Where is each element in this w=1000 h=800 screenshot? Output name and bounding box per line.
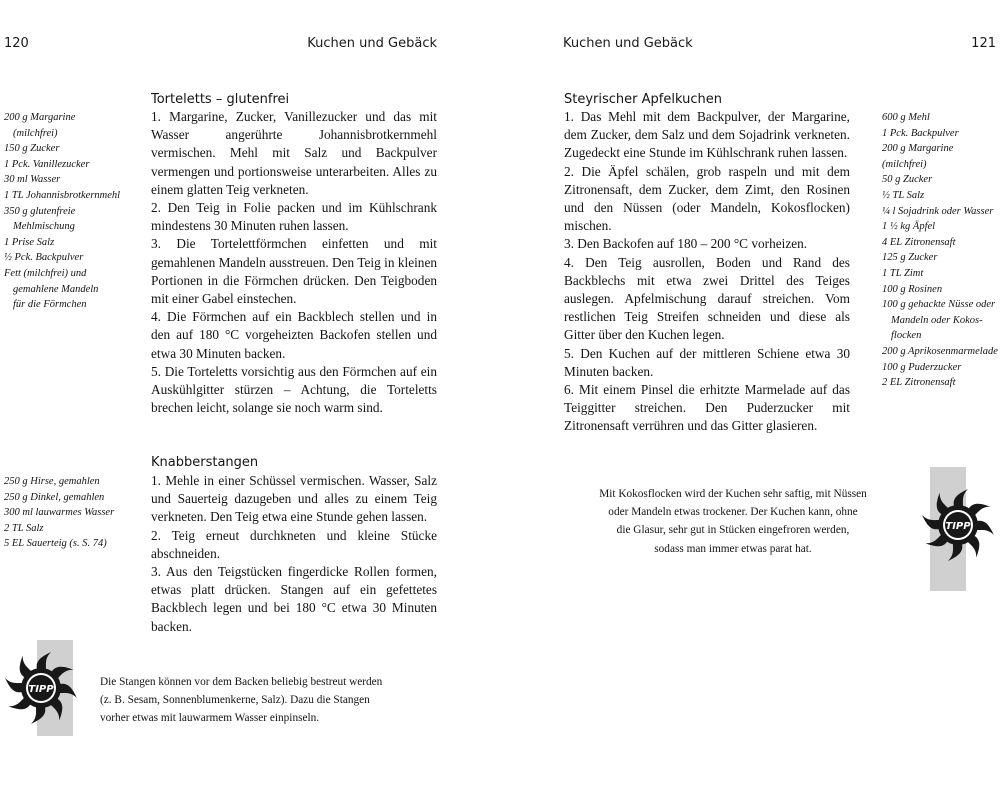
tip-line: (z. B. Sesam, Sonnenblumenkerne, Salz). Dazu die Stangen — [100, 694, 370, 707]
ingredient-item: 200 g Margarine — [4, 112, 76, 123]
ingredient-item: 125 g Zucker — [882, 252, 938, 264]
ingredient-item: 100 g gehackte Nüsse oder — [882, 299, 996, 311]
tip-note-right — [562, 485, 904, 558]
ingredient-item: 100 g Rosinen — [882, 283, 943, 295]
instructions-knabberstangen — [151, 472, 437, 636]
ingredient-item: gemahlene Mandeln — [13, 283, 99, 295]
ingredient-item: 2 TL Salz — [4, 522, 44, 534]
ingredient-item: Fett (milchfrei) und — [4, 267, 87, 279]
instruction-step: 4. Den Teig ausrollen, Boden und Rand des Backblechs mit etwa zwei Drittel des Teiges auslegen. Apfelmischung darauf streichen. Vom restlichen Teig Streifen schneiden und diese als Gitter über den Kuchen legen. — [564, 254, 850, 343]
ingredient-item: 250 g Hirse, gemahlen — [4, 476, 100, 487]
tip-sun-icon-right — [914, 467, 996, 591]
instruction-step: 3. Aus den Teigstücken fingerdicke Rollen formen, etwas platt drücken. Stangen auf ein gefettetes Backblech legen und bei 180 °C etwa 30 Minuten backen. — [151, 564, 437, 634]
tip-icon-label: TIPP — [28, 684, 54, 695]
page-number-left: 120 — [4, 36, 29, 51]
ingredient-item: 300 ml lauwarmes Wasser — [4, 507, 115, 519]
ingredient-item: 1 ½ kg Äpfel — [882, 221, 936, 233]
ingredient-item: 250 g Dinkel, gemahlen — [4, 491, 105, 503]
ingredient-item: ¼ l Sojadrink oder Wasser — [882, 205, 994, 217]
ingredient-item: 600 g Mehl — [882, 112, 930, 123]
ingredient-item: 50 g Zucker — [882, 174, 933, 186]
ingredient-item: 100 g Puderzucker — [882, 361, 962, 373]
tip-line: oder Mandeln etwas trockener. Der Kuchen kann, ohne — [608, 506, 858, 519]
ingredient-list-torteletts — [4, 110, 144, 313]
chapter-title-left: Kuchen und Gebäck — [307, 36, 437, 51]
ingredient-item: für die Förmchen — [13, 299, 87, 311]
ingredient-item: ½ TL Salz — [882, 189, 925, 201]
tip-line: Die Stangen können vor dem Backen beliebig bestreut werden — [100, 676, 383, 688]
ingredient-item: 150 g Zucker — [4, 143, 60, 155]
instruction-step: 5. Die Torteletts vorsichtig aus den Förmchen auf ein Auskühlgitter stürzen – Achtung, die Torteletts brechen leicht, solange sie noch warm sind. — [151, 363, 437, 416]
ingredient-item: 1 Pck. Backpulver — [882, 127, 959, 139]
page-number-right: 121 — [971, 36, 996, 51]
tip-sun-icon-left — [4, 640, 86, 736]
tip-icon-label: TIPP — [945, 521, 971, 532]
ingredient-list-knabberstangen — [4, 474, 144, 552]
chapter-title-right: Kuchen und Gebäck — [563, 36, 693, 51]
instruction-step: 4. Die Förmchen auf ein Backblech stellen und in den auf 180 °C vorgeheizten Backofen stellen und etwa 30 Minuten backen. — [151, 309, 437, 361]
instruction-step: 1. Margarine, Zucker, Vanillezucker und das mit Wasser angerührte Johannisbrotkernmehl vermischen. Mehl mit Salz und Backpulver vermengen und portionsweise unterarbeiten. Alles zu einem glatten Teig verkneten. — [151, 109, 437, 197]
ingredient-item: 1 Pck. Vanillezucker — [4, 158, 90, 170]
tip-line: Mit Kokosflocken wird der Kuchen sehr saftig, mit Nüssen — [599, 488, 867, 500]
ingredient-item: 1 TL Johannisbrotkernmehl — [4, 189, 121, 201]
instructions-torteletts — [151, 108, 437, 417]
instructions-apfelkuchen — [564, 108, 850, 436]
instruction-step: 1. Mehle in einer Schüssel vermischen. Wasser, Salz und Sauerteig dazugeben und alles zu einem Teig verkneten. Den Teig etwa eine Stunde gehen lassen. — [151, 473, 437, 525]
instruction-step: 6. Mit einem Pinsel die erhitzte Marmelade auf das Teiggitter streichen. Den Puderzucker mit Zitronensaft verrühren und das Gitter glasieren. — [564, 382, 850, 434]
ingredient-item: 1 Prise Salz — [4, 236, 55, 248]
instruction-step: 2. Teig erneut durchkneten und kleine Stücke abschneiden. — [151, 527, 437, 561]
ingredient-item: 200 g Margarine (milchfrei) — [882, 143, 954, 170]
recipe-title-knabberstangen: Knabberstangen — [151, 455, 259, 470]
tip-note-left — [100, 673, 460, 728]
recipe-title-apfelkuchen: Steyrischer Apfelkuchen — [564, 92, 722, 107]
ingredient-item: 30 ml Wasser — [4, 174, 61, 186]
ingredient-item: Mehlmischung — [13, 221, 75, 233]
ingredient-item: 350 g glutenfreie — [4, 205, 76, 217]
tip-line: die Glasur, sehr gut in Stücken eingefroren werden, — [616, 524, 850, 537]
ingredient-list-apfelkuchen — [882, 110, 1000, 391]
ingredient-item: flocken — [891, 330, 922, 342]
ingredient-item: Mandeln oder Kokos- — [891, 314, 983, 326]
right-page — [500, 0, 1000, 800]
instruction-step: 3. Die Tortelettförmchen einfetten und mit gemahlenen Mandeln ausstreuen. Den Teig in kleinen Portionen in die Förmchen drücken. Den Teigboden mit einer Gabel einstechen. — [151, 236, 437, 307]
instruction-step: 2. Den Teig in Folie packen und im Kühlschrank mindestens 30 Minuten ruhen lassen. — [151, 200, 437, 234]
tip-line: sodass man immer etwas parat hat. — [654, 542, 812, 555]
instruction-step: 2. Die Äpfel schälen, grob raspeln und mit dem Zitronensaft, dem Zucker, dem Zimt, den Rosinen und den Nüssen (oder Mandeln, Kokosflocken) mischen. — [564, 163, 850, 234]
recipe-title-torteletts: Torteletts – glutenfrei — [151, 92, 290, 107]
ingredient-item: ½ Pck. Backpulver — [4, 252, 84, 264]
instruction-step: 3. Den Backofen auf 180 – 200 °C vorheizen. — [564, 236, 808, 252]
tip-line: vorher etwas mit lauwarmem Wasser einpinseln. — [100, 712, 320, 725]
ingredient-item: 4 EL Zitronensaft — [882, 236, 956, 248]
instruction-step: 5. Den Kuchen auf der mittleren Schiene etwa 30 Minuten backen. — [564, 345, 850, 379]
ingredient-item: 5 EL Sauerteig (s. S. 74) — [4, 538, 107, 550]
ingredient-item: 1 TL Zimt — [882, 267, 924, 279]
instruction-step: 1. Das Mehl mit dem Backpulver, der Margarine, dem Zucker, dem Salz und dem Sojadrink verkneten. Zugedeckt eine Stunde im Kühlschrank ruhen lassen. — [564, 109, 850, 161]
ingredient-item: (milchfrei) — [13, 127, 58, 139]
ingredient-item: 2 EL Zitronensaft — [882, 377, 956, 389]
ingredient-item: 200 g Aprikosenmarmelade — [882, 345, 998, 357]
